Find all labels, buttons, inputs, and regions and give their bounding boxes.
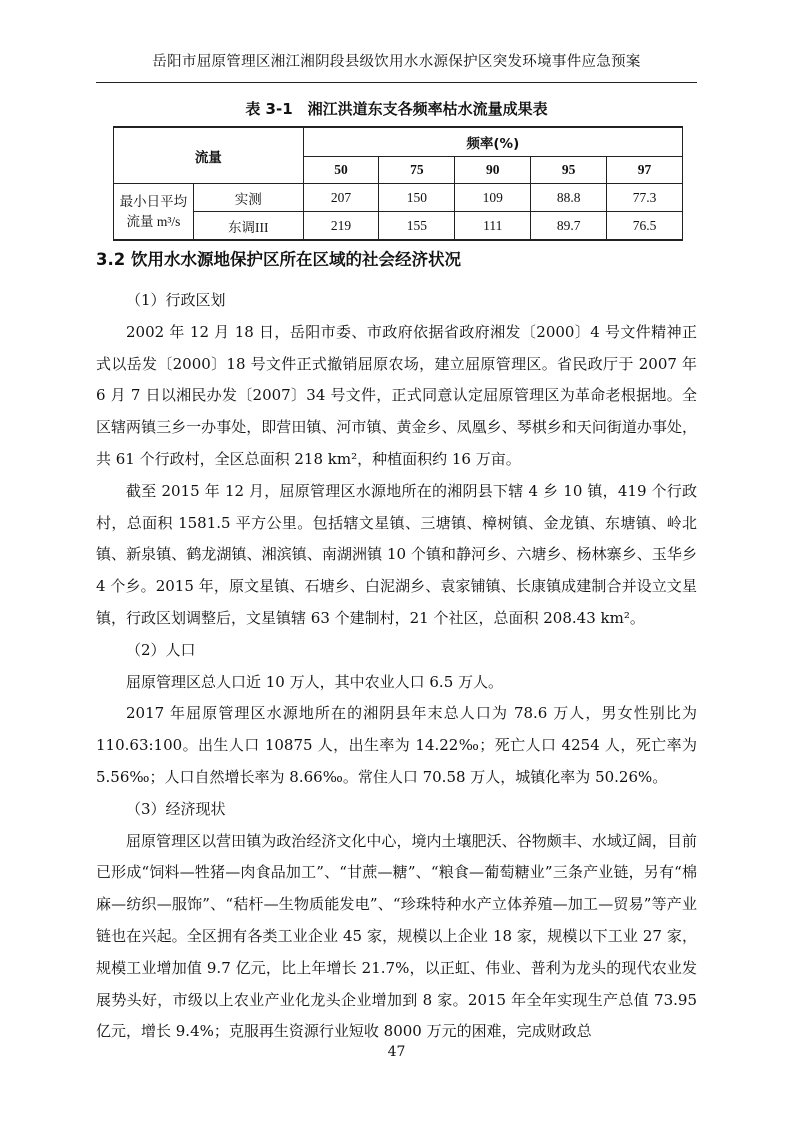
table-corner-header: 流量 [114, 127, 304, 184]
paragraph: 屈原管理区总人口近 10 万人，其中农业人口 6.5 万人。 [126, 672, 504, 691]
paragraph: 2002 年 12 月 18 日，岳阳市委、市政府依据省政府湘发〔2000〕4 号文件精神正式以岳发〔2000〕18 号文件正式撤销屈原农场，建立屈原管理区。省民政厅于 2007 年 6 月 7 日以湘民办发〔2007〕34 号文件，正式同意认定屈原管理区为革命老根据地。全区辖两镇三乡一办事处，即营田镇、河市镇、黄金乡、凤凰乡、琴棋乡和天问街道办事处，共 61 个行政村，全区总面积 218 km²，种植面积约 16 万亩。 [96, 322, 697, 468]
paragraph: 屈原管理区以营田镇为政治经济文化中心，境内土壤肥沃、谷物颇丰、水域辽阔，目前已形成“饲料—牲猪—肉食品加工”、“甘蔗—糖”、“粮食—葡萄糖业”三条产业链，另有“棉麻—纺织—服饰”、“秸杆—生物质能发电”、“珍珠特种水产立体养殖—加工—贸易”等产业链也在兴起。全区拥有各类工业企业 45 家，规模以上企业 18 家，规模以下工业 27 家，规模工业增加值 9.7 亿元，比上年增长 21.7%，以正虹、伟业、普利为龙头的现代农业发展势头好，市级以上农业产业化龙头企业增加到 8 家。2015 年全年实现生产总值 73.95 亿元，增长 9.4%；克服再生资源行业短收 8000 万元的困难，完成财政总 [96, 831, 697, 1041]
header-rule [96, 82, 697, 83]
paragraph: 截至 2015 年 12 月，屈原管理区水源地所在的湘阴县下辖 4 乡 10 镇，419 个行政村，总面积 1581.5 平方公里。包括辖文星镇、三塘镇、樟树镇、金龙镇、东塘镇、岭北镇、新泉镇、鹤龙湖镇、湘滨镇、南湖洲镇 10 个镇和静河乡、六塘乡、杨林寨乡、玉华乡 4 个乡。2015 年，原文星镇、石塘乡、白泥湖乡、袁家铺镇、长康镇成建制合并设立文星镇，行政区划调整后，文星镇辖 63 个建制村，21 个社区，总面积 208.43 km²。 [96, 481, 697, 627]
flow-frequency-table [113, 126, 683, 241]
subheading-economy: （3）经济现状 [126, 799, 226, 818]
row-group-header: 最小日平均 流量 m³/s [114, 184, 194, 241]
row-label: 东调III [193, 212, 303, 241]
frequency-cell: 75 [379, 157, 455, 184]
row-label: 实测 [193, 184, 303, 212]
table-cell: 77.3 [607, 184, 683, 212]
subheading-population: （2）人口 [126, 640, 196, 659]
frequency-header: 频率(%) [303, 127, 682, 157]
table-cell: 89.7 [531, 212, 607, 241]
body-text [96, 285, 697, 1048]
subheading-admin: （1）行政区划 [126, 291, 226, 309]
page-header: 岳阳市屈原管理区湘江湘阴段县级饮用水水源保护区突发环境事件应急预案 [152, 54, 641, 70]
table-cell: 207 [303, 184, 379, 212]
frequency-cell: 50 [303, 157, 379, 184]
frequency-cell: 90 [455, 157, 531, 184]
page-number: 47 [387, 1044, 406, 1060]
table-cell: 88.8 [531, 184, 607, 212]
table-cell: 150 [379, 184, 455, 212]
table-cell: 219 [303, 212, 379, 241]
frequency-cell: 95 [531, 157, 607, 184]
table-caption: 表 3-1 湘江洪道东支各频率枯水流量成果表 [245, 100, 548, 118]
table-cell: 155 [379, 212, 455, 241]
paragraph: 2017 年屈原管理区水源地所在的湘阴县年末总人口为 78.6 万人，男女性别比为 110.63:100。出生人口 10875 人，出生率为 14.22‰；死亡人口 4254 人，死亡率为 5.56‰；人口自然增长率为 8.66‰。常住人口 70.58 万人，城镇化率为 50.26%。 [96, 704, 697, 786]
table-cell: 76.5 [607, 212, 683, 241]
table-cell: 111 [455, 212, 531, 241]
frequency-cell: 97 [607, 157, 683, 184]
section-heading: 3.2 饮用水水源地保护区所在区域的社会经济状况 [96, 250, 461, 269]
table-cell: 109 [455, 184, 531, 212]
